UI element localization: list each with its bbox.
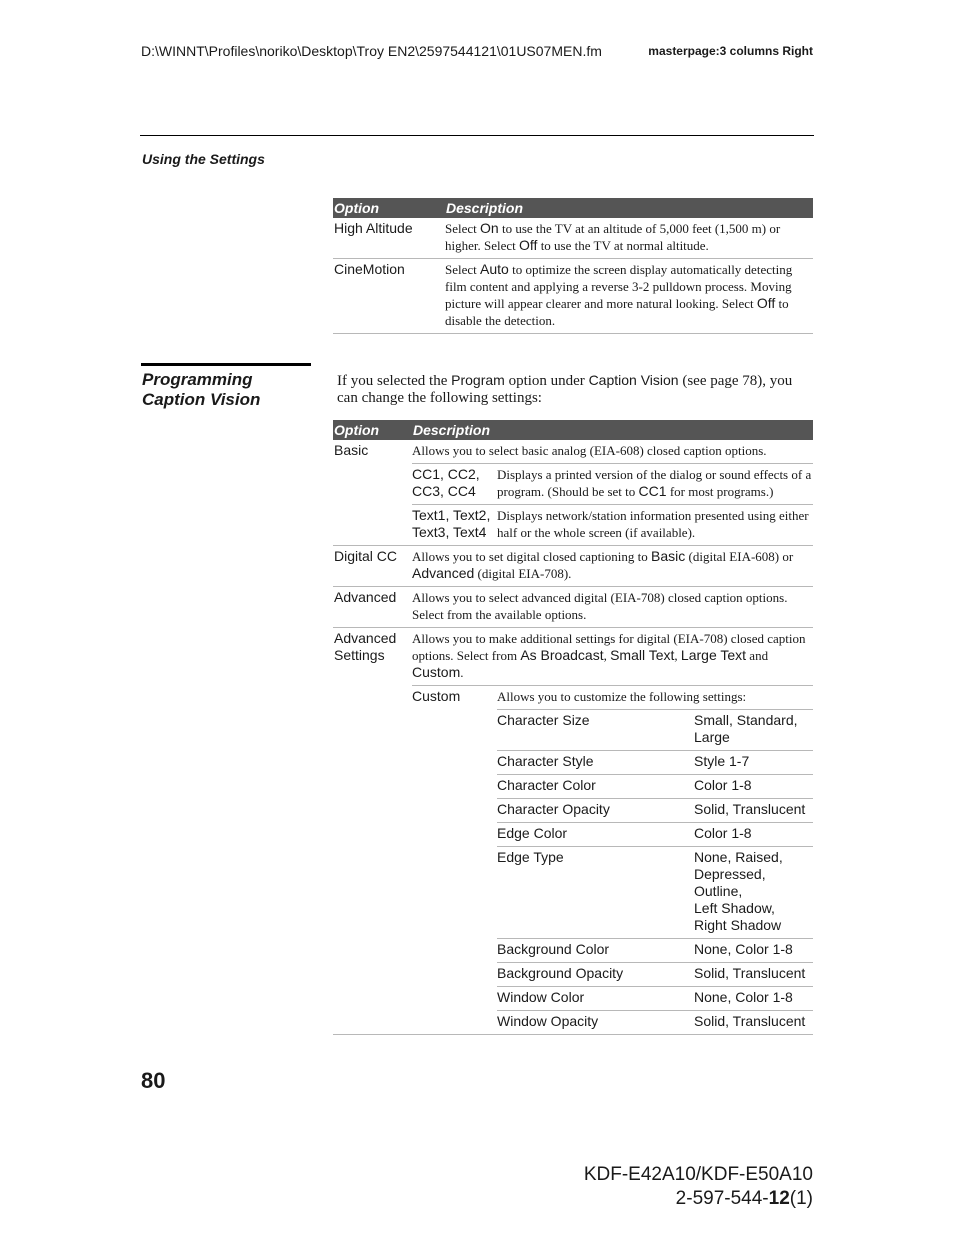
setting-name: Window Color <box>497 987 694 1011</box>
page-number: 80 <box>141 1068 166 1093</box>
option-high-altitude: High Altitude <box>333 218 445 259</box>
options-table-2 <box>333 420 813 1035</box>
table-row <box>497 710 813 751</box>
setting-value-line: Depressed, <box>694 866 766 882</box>
sub-description-custom <box>497 686 813 1034</box>
custom-sub-table <box>412 686 813 1034</box>
option-advanced-settings: Advanced Settings <box>333 628 412 1035</box>
table-row <box>333 218 813 259</box>
heading-line-1: Programming <box>142 370 253 389</box>
masterpage-label: masterpage:3 columns Right <box>648 44 813 58</box>
description-advanced: Allows you to select advanced digital (EIA-708) closed caption options. Select from the available options. <box>412 587 813 628</box>
description-advanced-settings <box>412 628 813 1035</box>
setting-value-line: Color 1-8 <box>694 825 752 841</box>
setting-values <box>694 823 813 847</box>
sub-option-custom: Custom <box>412 688 461 704</box>
column-header-option: Option <box>333 420 412 440</box>
table-row <box>333 587 813 628</box>
table-row <box>412 686 813 1034</box>
setting-value-line: Solid, Translucent <box>694 965 806 981</box>
option-basic: Basic <box>333 440 412 546</box>
setting-values <box>694 987 813 1011</box>
setting-value-line: Small, Standard, <box>694 712 798 728</box>
setting-values <box>694 799 813 823</box>
setting-value-line: None, Color 1-8 <box>694 941 793 957</box>
table-header-row <box>333 420 813 440</box>
description-basic <box>412 440 813 546</box>
table-row <box>497 823 813 847</box>
table-header-row <box>333 198 813 218</box>
section-heading <box>142 370 260 410</box>
table-row <box>497 987 813 1011</box>
column-header-description: Description <box>412 420 813 440</box>
setting-values <box>694 710 813 751</box>
table-row <box>412 464 813 505</box>
setting-name: Edge Type <box>497 847 694 939</box>
setting-value-line: Outline, <box>694 883 743 899</box>
table-row <box>333 440 813 546</box>
heading-rule <box>141 363 311 366</box>
model-line-2: 2-597-544-12(1) <box>675 1188 813 1209</box>
column-header-description: Description <box>445 198 813 218</box>
file-path: D:\WINNT\Profiles\noriko\Desktop\Troy EN2\2597544121\01US07MEN.fm <box>141 43 602 59</box>
option-cinemotion: CineMotion <box>333 259 445 334</box>
model-line-1: KDF-E42A10/KDF-E50A10 <box>583 1164 813 1185</box>
setting-name: Character Opacity <box>497 799 694 823</box>
setting-values <box>694 775 813 799</box>
sub-description-text: Displays network/station information presented using either half or the whole screen (if available). <box>497 508 809 540</box>
description-high-altitude: Select On to use the TV at an altitude of 5,000 feet (1,500 m) or higher. Select Off to use the TV at normal altitude. <box>445 218 813 259</box>
sub-option-text: Text1, Text2, Text3, Text4 <box>412 507 491 540</box>
table-row <box>497 751 813 775</box>
table-row <box>333 259 813 334</box>
table-row <box>497 1011 813 1035</box>
setting-value-line: Style 1-7 <box>694 753 750 769</box>
model-number <box>584 1163 813 1211</box>
setting-values <box>694 1011 813 1035</box>
column-header-option: Option <box>333 198 445 218</box>
basic-sub-table <box>412 464 813 545</box>
custom-settings-table <box>497 710 813 1034</box>
setting-name: Character Style <box>497 751 694 775</box>
setting-name: Background Opacity <box>497 963 694 987</box>
setting-value-line: Right Shadow <box>694 917 782 933</box>
intro-paragraph: If you selected the Program option under Caption Vision (see page 78), you can change the following settings: <box>337 372 793 406</box>
setting-name: Edge Color <box>497 823 694 847</box>
sub-option-cc: CC1, CC2, CC3, CC4 <box>412 464 497 505</box>
table-row <box>497 963 813 987</box>
setting-value-line: Solid, Translucent <box>694 801 806 817</box>
setting-name: Character Color <box>497 775 694 799</box>
basic-description-text: Allows you to select basic analog (EIA-608) closed caption options. <box>412 440 813 464</box>
advanced-settings-description-text: Allows you to make additional settings for digital (EIA-708) closed caption options. Select from As Broadcast, Small Text, Large Text and Custom. <box>412 628 813 686</box>
setting-values <box>694 939 813 963</box>
setting-name: Background Color <box>497 939 694 963</box>
setting-value-line: Solid, Translucent <box>694 1013 806 1029</box>
table-row <box>497 775 813 799</box>
setting-value-line: Large <box>694 729 730 745</box>
option-advanced: Advanced <box>333 587 412 628</box>
description-cinemotion: Select Auto to optimize the screen display automatically detecting film content and applying a reverse 3-2 pulldown process. Moving picture will appear clearer and more natural looking. Select Off to disable the detection. <box>445 259 813 334</box>
option-digital-cc: Digital CC <box>333 546 412 587</box>
table-row <box>497 799 813 823</box>
setting-values <box>694 751 813 775</box>
table-row <box>333 628 813 1035</box>
table-row <box>497 847 813 939</box>
table-row <box>497 939 813 963</box>
setting-values <box>694 847 813 939</box>
heading-line-2: Caption Vision <box>142 390 261 409</box>
table-row <box>333 546 813 587</box>
setting-value-line: None, Color 1-8 <box>694 989 793 1005</box>
custom-description-text: Allows you to customize the following settings: <box>497 686 813 710</box>
setting-value-line: Color 1-8 <box>694 777 752 793</box>
header-rule <box>140 135 814 136</box>
table-row <box>412 505 813 546</box>
setting-value-line: Left Shadow, <box>694 900 775 916</box>
description-digital-cc: Allows you to set digital closed captioning to Basic (digital EIA-608) or Advanced (digital EIA-708). <box>412 546 813 587</box>
sub-description-cc: Displays a printed version of the dialog or sound effects of a program. (Should be set to CC1 for most programs.) <box>497 464 813 505</box>
setting-name: Character Size <box>497 710 694 751</box>
setting-name: Window Opacity <box>497 1013 599 1029</box>
options-table-1 <box>333 198 813 334</box>
setting-values <box>694 963 813 987</box>
setting-value-line: None, Raised, <box>694 849 783 865</box>
section-header: Using the Settings <box>142 151 265 167</box>
